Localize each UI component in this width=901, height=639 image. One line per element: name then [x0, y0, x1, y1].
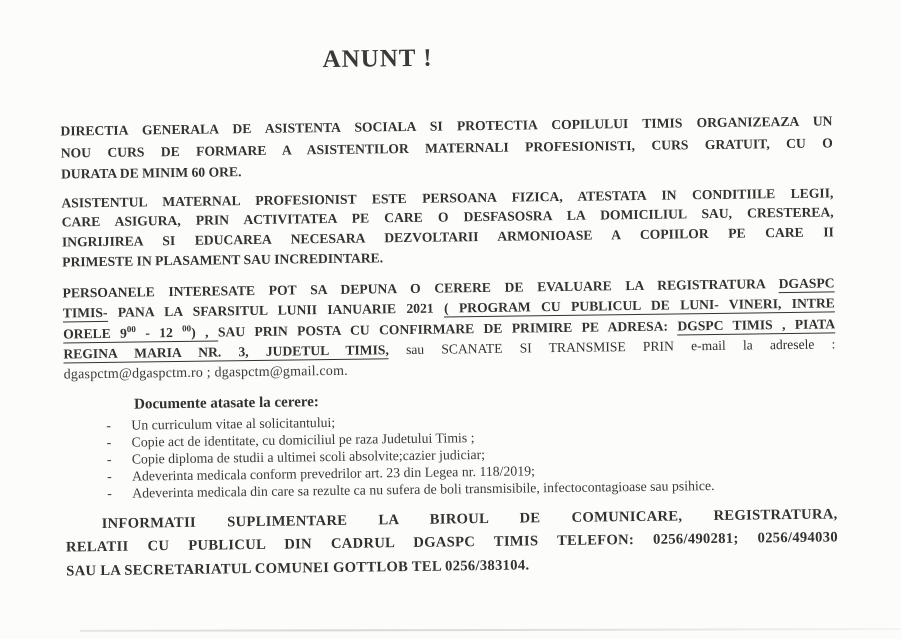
- text-line: INGRIJIREA SI EDUCAREA NECESARA DEZVOLTARII ARMONIOASE A COPIILOR PE CARE II: [61, 224, 834, 250]
- hours-close: ) ,: [191, 324, 218, 340]
- attachments-heading: Documente atasate la cerere:: [133, 393, 319, 413]
- text-line: SAU LA SECRETARIATUL COMUNEI GOTTLOB TEL 0256/383104.: [66, 557, 530, 580]
- application-text: PERSOANELE INTERESATE POT SA DEPUNA O CERERE DE EVALUARE LA REGISTRATURA: [62, 275, 779, 301]
- dash-bullet: -: [107, 486, 112, 502]
- list-item-text: Copie act de identitate, cu domiciliul pe raza Judetului Timis ;: [131, 429, 475, 450]
- dash-bullet: -: [106, 469, 112, 485]
- dash-bullet: -: [106, 417, 112, 433]
- text-line: NOU CURS DE FORMARE A ASISTENTILOR MATERNALI PROFESIONISTI, CURS GRATUIT, CU O: [60, 134, 833, 161]
- hours-dash: - 12: [135, 324, 183, 341]
- text-line: DURATA DE MINIM 60 ORE.: [60, 164, 242, 182]
- address-underlined: DGSPC TIMIS , PIATA: [677, 316, 836, 334]
- program-underlined: ( PROGRAM CU PUBLICUL DE LUNI- VINERI, INTRE: [443, 295, 835, 316]
- text-line: ASISTENTUL MATERNAL PROFESIONIST ESTE PERSOANA FIZICA, ATESTATA IN CONDITIILE LEGII,: [61, 184, 834, 211]
- address-street-underlined: REGINA MARIA NR. 3, JUDETUL TIMIS,: [63, 342, 389, 362]
- dash-bullet: -: [106, 434, 112, 450]
- list-item-text: Copie diploma de studii a ultimei scoli absolvite;cazier judiciar;: [131, 447, 486, 467]
- scan-edge-artifact: [80, 628, 901, 631]
- hours-underlined: [63, 324, 218, 343]
- hours-text: ORELE 9: [63, 325, 128, 342]
- list-item-text: Adeverinta medicala din care sa rezulte ca nu sufera de boli transmisibile, infectocontagioase sau psihice.: [132, 478, 715, 502]
- superscript-minutes: 00: [126, 323, 136, 335]
- dgaspc-underlined: DGASPC: [778, 275, 835, 291]
- paragraph-definition: [61, 183, 834, 272]
- text-line: DIRECTIA GENERALA DE ASISTENTA SOCIALA SI PROTECTIA COPILULUI TIMIS ORGANIZEAZA UN: [60, 113, 833, 139]
- scan-email-text: sau SCANATE SI TRANSMISE PRIN e-mail la adresele :: [388, 336, 836, 358]
- paragraph-contact-info: [65, 503, 838, 584]
- text-line: PRIMESTE IN PLASAMENT SAU INCREDINTARE.: [62, 250, 384, 270]
- deadline-text: PANA LA SFARSITUL LUNII IANUARIE 2021: [107, 300, 445, 321]
- superscript-minutes: 00: [182, 323, 192, 334]
- text-line: INFORMATII SUPLIMENTARE LA BIROUL DE COMUNICARE, REGISTRATURA,: [101, 506, 838, 532]
- paragraph-course-announcement: [60, 110, 833, 185]
- list-item-text: Un curriculum vitae al solicitantului;: [131, 414, 336, 433]
- email-addresses: dgaspctm@dgaspctm.ro ; dgaspctm@gmail.com.: [63, 363, 348, 383]
- attachments-list: [64, 407, 837, 503]
- timis-underlined: TIMIS-: [62, 305, 108, 321]
- text-line: CARE ASIGURA, PRIN ACTIVITATEA PE CARE O DESFASOSRA LA DOMICILIUL SAU, CRESTEREA,: [61, 204, 834, 230]
- list-item-text: Adeverinta medicala conform prevedrilor art. 23 din Legea nr. 118/2019;: [131, 463, 535, 484]
- dash-bullet: -: [106, 451, 112, 467]
- document-content: [59, 0, 839, 584]
- announcement-title: ANUNT !: [322, 44, 433, 74]
- post-text: SAU PRIN POSTA CU CONFIRMARE DE PRIMIRE PE ADRESA:: [217, 318, 678, 340]
- paragraph-application-info: [62, 273, 835, 386]
- text-line: RELATII CU PUBLICUL DIN CADRUL DGASPC TIMIS TELEFON: 0256/490281; 0256/494030: [65, 529, 838, 556]
